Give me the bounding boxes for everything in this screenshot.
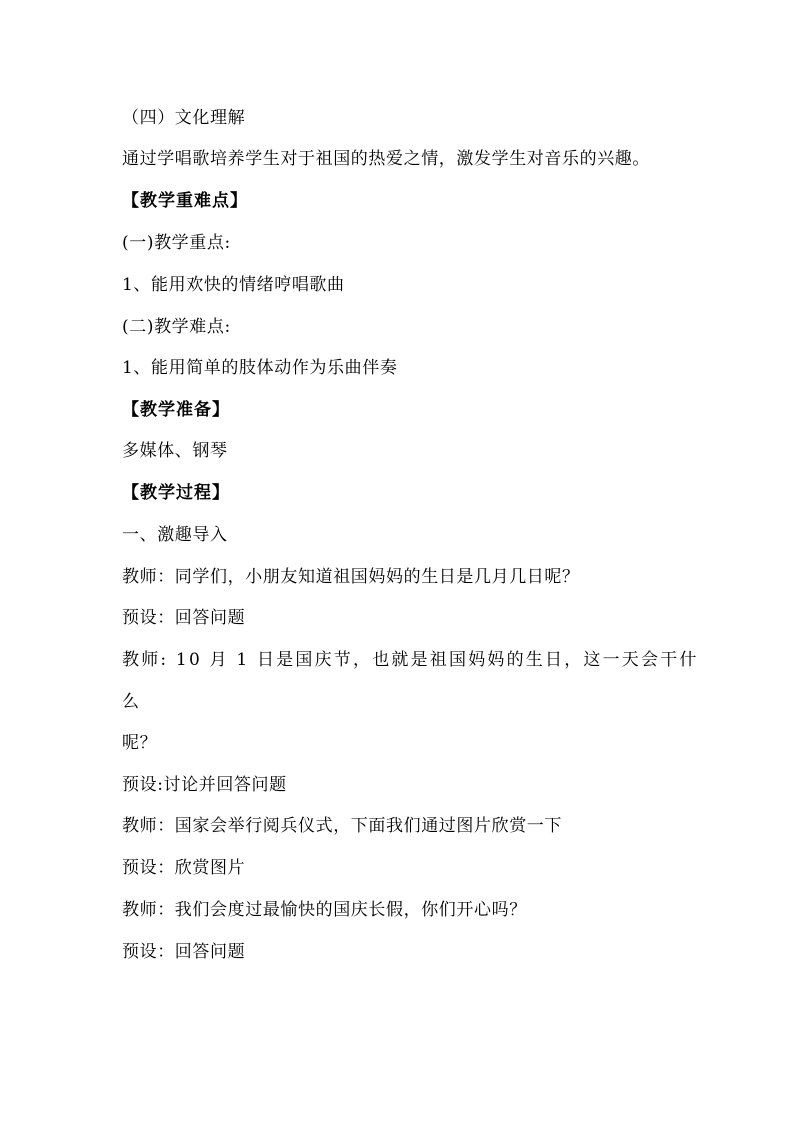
dialogue-teacher-1: 教师：同学们，小朋友知道祖国妈妈的生日是几月几日呢？ [122,567,580,587]
list-item-difficult-point-1: 1、能用简单的肢体动作为乐曲伴奏 [122,358,398,378]
dialogue-expected-3: 预设：欣赏图片 [122,858,246,878]
heading-preparation: 【教学准备】 [122,400,230,420]
dialogue-teacher-4: 教师：我们会度过最愉快的国庆长假，你们开心吗？ [122,900,527,920]
paragraph-culture: 通过学唱歌培养学生对于祖国的热爱之情，激发学生对音乐的兴趣。 [122,149,650,169]
dialogue-expected-2: 预设:讨论并回答问题 [122,775,287,795]
dialogue-expected-4: 预设：回答问题 [122,942,246,962]
heading-process: 【教学过程】 [122,483,230,503]
subheading-intro: 一、激趣导入 [122,525,228,545]
dialogue-teacher-2: 教师: 10 月 1 日是国庆节，也就是祖国妈妈的生日，这一天会干什 [122,650,699,670]
heading-key-points: 【教学重难点】 [122,191,248,211]
list-item-key-point-1: 1、能用欢快的情绪哼唱歌曲 [122,275,345,295]
dialogue-teacher-2-cont-2: 呢？ [122,733,158,753]
dialogue-teacher-3: 教师：国家会举行阅兵仪式，下面我们通过图片欣赏一下 [122,816,562,836]
paragraph-preparation: 多媒体、钢琴 [122,441,228,461]
section-heading-culture: （四）文化理解 [122,108,246,128]
dialogue-teacher-2-cont-1: 么 [122,692,140,712]
subheading-key-point: (一)教学重点: [122,233,231,253]
subheading-difficult-point: (二)教学难点: [122,317,231,337]
dialogue-expected-1: 预设：回答问题 [122,608,246,628]
